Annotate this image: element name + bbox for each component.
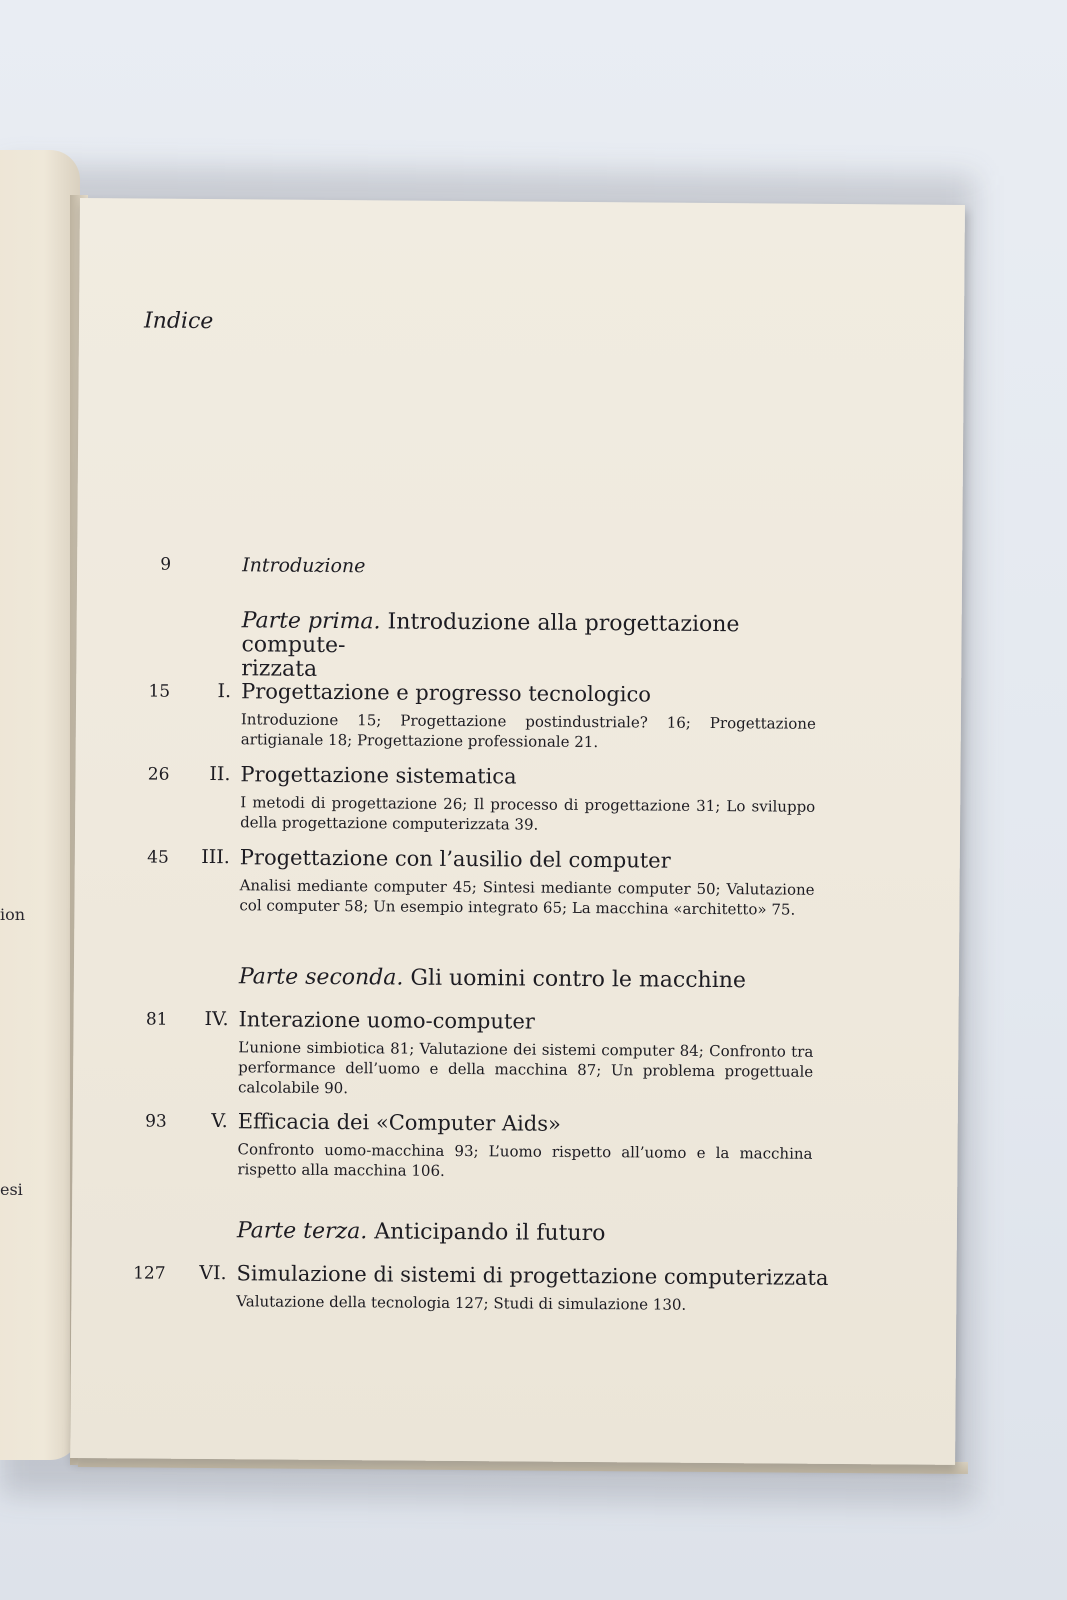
part-title: Introduzione alla progettazione compute-: [241, 609, 740, 659]
chapter-number: VI.: [199, 1261, 227, 1285]
part-title-continued: rizzata: [241, 656, 318, 682]
toc-page-number: 26: [147, 764, 170, 785]
part-label: Parte terza.: [236, 1218, 368, 1245]
toc-page-number: 127: [133, 1263, 166, 1284]
left-page-edge: [0, 150, 80, 1460]
chapter-description: Introduzione 15; Progettazione postindustriale? 16; Progettazione artigianale 18; Progettazione professionale 21.: [240, 710, 816, 752]
part-heading: [241, 609, 827, 686]
left-page-fragment: ion: [0, 905, 26, 924]
chapter-description: Valutazione della tecnologia 127; Studi di simulazione 130.: [236, 1292, 687, 1314]
toc-introduzione-title: Introduzione: [242, 554, 366, 578]
part-label: Parte prima.: [241, 608, 381, 635]
toc-page-number: 45: [147, 847, 169, 868]
chapter-title: Simulazione di sistemi di progettazione computerizzata: [236, 1261, 829, 1290]
left-page-fragment: esi: [0, 1180, 23, 1199]
part-heading: [239, 965, 824, 994]
part-heading: [237, 1219, 822, 1248]
part-label: Parte seconda.: [238, 964, 404, 991]
toc-page-number: 81: [145, 1009, 168, 1030]
chapter-description: Confronto uomo-macchina 93; L’uomo rispetto all’uomo e la macchina rispetto alla macchina 106.: [237, 1140, 813, 1180]
chapter-description: Analisi mediante computer 45; Sintesi mediante computer 50; Valutazione col computer 58; Un esempio integrato 65; La macchina «architetto» 75.: [239, 876, 815, 919]
chapter-title: Progettazione sistematica: [240, 762, 517, 789]
toc-page-number: 93: [145, 1111, 167, 1132]
part-title: Gli uomini contro le macchine: [410, 965, 747, 994]
chapter-description: L’unione simbiotica 81; Valutazione dei sistemi computer 84; Confronto tra performance dell’uomo e della macchina 87; Un problema progettuale calcolabile 90.: [237, 1038, 814, 1098]
chapter-number: II.: [209, 763, 231, 786]
toc-page-number: 9: [160, 554, 172, 575]
book-page: [70, 198, 965, 1465]
chapter-title: Interazione uomo-computer: [238, 1007, 535, 1034]
chapter-number: III.: [201, 845, 230, 869]
toc-page-number: 15: [148, 681, 171, 702]
chapter-title: Progettazione e progresso tecnologico: [241, 679, 652, 707]
chapter-number: I.: [217, 680, 232, 703]
chapter-title: Progettazione con l’ausilio del computer: [239, 845, 671, 873]
chapter-title: Efficacia dei «Computer Aids»: [237, 1109, 561, 1136]
chapter-number: IV.: [204, 1008, 229, 1031]
chapter-description: I metodi di progettazione 26; Il processo di progettazione 31; Lo sviluppo della progettazione computerizzata 39.: [240, 793, 816, 834]
chapter-number: V.: [211, 1110, 228, 1133]
page-title: Indice: [143, 308, 214, 335]
part-title: Anticipando il futuro: [374, 1219, 606, 1247]
